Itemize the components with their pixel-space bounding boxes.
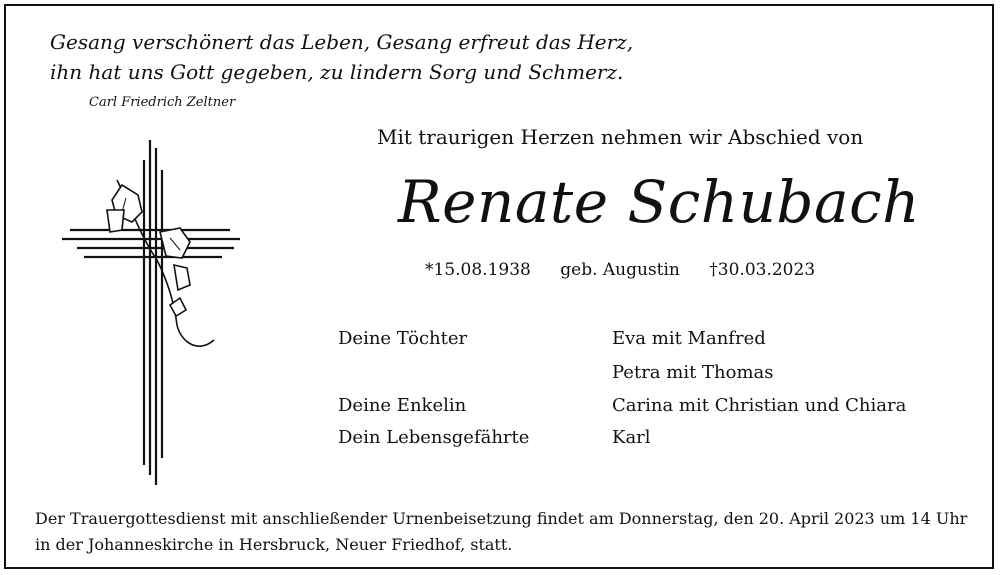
mourner-name: Petra mit Thomas [612,362,774,383]
maiden-name: geb. Augustin [560,260,680,280]
mourner-label: Dein Lebensgefährte [338,427,530,448]
intro-text: Mit traurigen Herzen nehmen wir Abschied von [377,125,864,149]
service-info-line-2: in der Johanneskirche in Hersbruck, Neuer Friedhof, statt. [35,535,513,554]
dates-line [425,260,815,280]
service-info-line-1: Der Trauergottesdienst mit anschließender Urnenbeisetzung findet am Donnerstag, den 20. April 2023 um 14 Uhr [35,509,968,528]
deceased-name: Renate Schubach [398,168,920,236]
mourner-name: Karl [612,427,651,448]
mourner-label: Deine Töchter [338,328,468,349]
quote-author: Carl Friedrich Zeltner [89,95,236,110]
mourner-label: Deine Enkelin [338,395,467,416]
quote-line-2: ihn hat uns Gott gegeben, zu lindern Sorg und Schmerz. [50,60,624,84]
death-date: †30.03.2023 [709,260,816,280]
mourner-name: Eva mit Manfred [612,328,766,349]
quote-line-1: Gesang verschönert das Leben, Gesang erfreut das Herz, [50,30,634,54]
mourner-name: Carina mit Christian und Chiara [612,395,907,416]
birth-date: *15.08.1938 [425,260,531,280]
cross-with-ivy-icon [62,140,242,485]
